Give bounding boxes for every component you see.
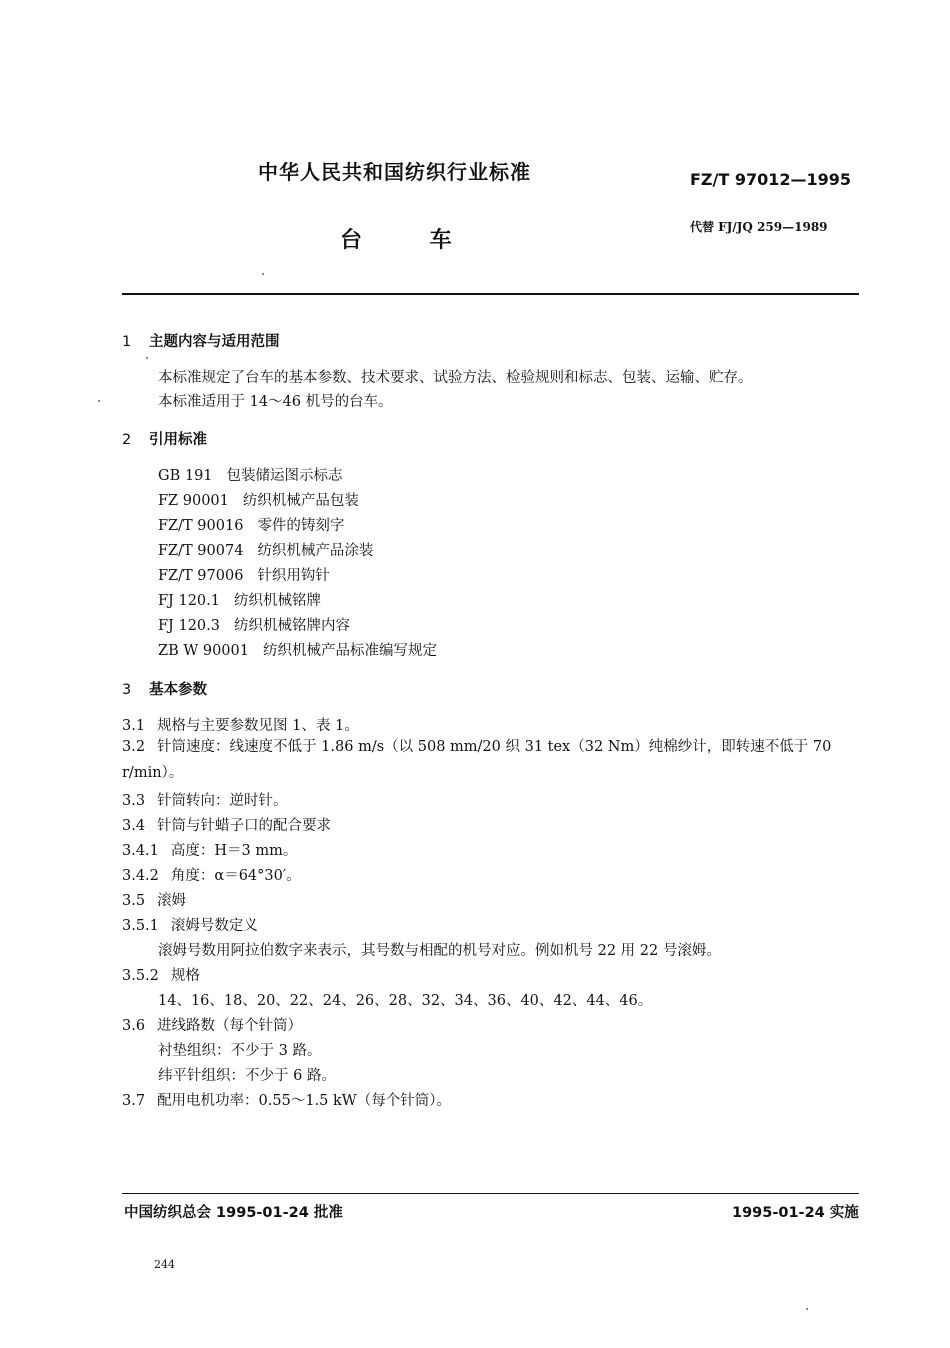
- section-title: 主题内容与适用范围: [149, 334, 280, 350]
- reference-name: 纺织机械产品涂装: [257, 543, 374, 559]
- section-2-heading: [122, 428, 207, 449]
- reference-item: [158, 639, 437, 660]
- reference-item: [158, 464, 343, 485]
- clause-number: 3.5.2: [122, 968, 159, 984]
- scan-speck: [146, 357, 148, 359]
- reference-item: [158, 589, 321, 610]
- reference-code: FZ/T 90074: [158, 543, 244, 559]
- clause-3-5-1: [122, 914, 258, 935]
- reference-item: [158, 614, 350, 635]
- reference-code: GB 191: [158, 468, 213, 484]
- clause-3-5-2-body: 14、16、18、20、22、24、26、28、32、34、36、40、42、44、46。: [158, 993, 653, 1009]
- clause-text: 规格: [170, 968, 200, 984]
- section-title: 基本参数: [149, 682, 207, 698]
- clause-3-3: [122, 789, 288, 810]
- clause-number: 3.4.2: [122, 868, 159, 884]
- page-number: 244: [154, 1258, 175, 1271]
- reference-name: 包装储运图示标志: [226, 468, 343, 484]
- clause-number: 3.3: [122, 793, 146, 809]
- reference-name: 纺织机械铭牌内容: [234, 618, 350, 634]
- issuing-organization-title: 中华人民共和国纺织行业标准: [258, 160, 531, 184]
- reference-name: 纺织机械产品标准编写规定: [262, 643, 437, 659]
- scan-speck: [806, 1308, 808, 1310]
- clause-number: 3.4: [122, 818, 146, 834]
- clause-3-5-1-body: 滚姆号数用阿拉伯数字来表示，其号数与相配的机号对应。例如机号 22 用 22 号滚姆。: [158, 943, 721, 959]
- clause-text: 滚姆: [157, 893, 187, 909]
- clause-text: 规格与主要参数见图 1、表 1。: [157, 718, 359, 734]
- reference-item: [158, 564, 330, 585]
- effective-date: 1995-01-24 实施: [732, 1205, 859, 1221]
- reference-name: 纺织机械产品包装: [242, 493, 359, 509]
- clause-3-7: [122, 1089, 451, 1110]
- clause-3-6: [122, 1014, 302, 1035]
- footer-divider: [122, 1193, 859, 1194]
- reference-name: 零件的铸刻字: [257, 518, 345, 534]
- clause-number: 3.7: [122, 1093, 146, 1109]
- section-3-heading: [122, 678, 207, 699]
- clause-number: 3.1: [122, 718, 146, 734]
- clause-3-4-2: [122, 864, 301, 885]
- clause-number: 3.2: [122, 739, 146, 755]
- reference-item: [158, 514, 344, 535]
- clause-text: 滚姆号数定义: [170, 918, 258, 934]
- reference-code: ZB W 90001: [158, 643, 249, 659]
- clause-number: 3.6: [122, 1018, 146, 1034]
- clause-text: 针筒与针蜡子口的配合要求: [157, 818, 332, 834]
- replaces-standard: 代替 FJ/JQ 259—1989: [690, 220, 828, 234]
- approval-date: 中国纺织总会 1995-01-24 批准: [124, 1205, 343, 1221]
- section-number: 1: [122, 334, 132, 350]
- standard-code: FZ/T 97012—1995: [690, 170, 852, 189]
- clause-text: 角度：α＝64°30′。: [170, 868, 301, 884]
- clause-3-1: [122, 714, 359, 735]
- clause-3-4: [122, 814, 331, 835]
- clause-3-6-line-1: 衬垫组织：不少于 3 路。: [158, 1043, 322, 1059]
- reference-code: FZ/T 90016: [158, 518, 244, 534]
- clause-text: 针筒速度：线速度不低于 1.86 m/s（以 508 mm/20 织 31 tex（32 Nm）纯棉纱计，即转速不低于 70 r/min）。: [122, 739, 832, 781]
- reference-code: FJ 120.3: [158, 618, 220, 634]
- scan-speck: [98, 400, 100, 402]
- reference-item: [158, 489, 359, 510]
- reference-item: [158, 539, 373, 560]
- section-number: 3: [122, 682, 132, 698]
- document-title: 台 车: [340, 228, 452, 253]
- reference-code: FZ/T 97006: [158, 568, 244, 584]
- scan-speck: [262, 273, 264, 275]
- clause-number: 3.5: [122, 893, 146, 909]
- clause-3-2: [122, 734, 862, 786]
- clause-number: 3.4.1: [122, 843, 159, 859]
- clause-3-4-1: [122, 839, 297, 860]
- section-1-paragraph-2: 本标准适用于 14～46 机号的台车。: [158, 394, 393, 410]
- clause-text: 配用电机功率：0.55～1.5 kW（每个针筒）。: [157, 1093, 451, 1109]
- reference-code: FZ 90001: [158, 493, 229, 509]
- clause-3-5-2: [122, 964, 200, 985]
- header-divider: [122, 293, 859, 295]
- section-number: 2: [122, 432, 132, 448]
- section-1-paragraph-1: 本标准规定了台车的基本参数、技术要求、试验方法、检验规则和标志、包装、运输、贮存。: [158, 370, 753, 386]
- reference-name: 针织用钩针: [257, 568, 330, 584]
- clause-text: 进线路数（每个针筒）: [157, 1018, 303, 1034]
- reference-code: FJ 120.1: [158, 593, 220, 609]
- clause-number: 3.5.1: [122, 918, 159, 934]
- clause-3-6-line-2: 纬平针组织：不少于 6 路。: [158, 1068, 336, 1084]
- section-title: 引用标准: [149, 432, 207, 448]
- clause-3-5: [122, 889, 186, 910]
- section-1-heading: [122, 330, 280, 351]
- clause-text: 高度：H＝3 mm。: [170, 843, 298, 859]
- reference-name: 纺织机械铭牌: [234, 593, 321, 609]
- clause-text: 针筒转向：逆时针。: [157, 793, 288, 809]
